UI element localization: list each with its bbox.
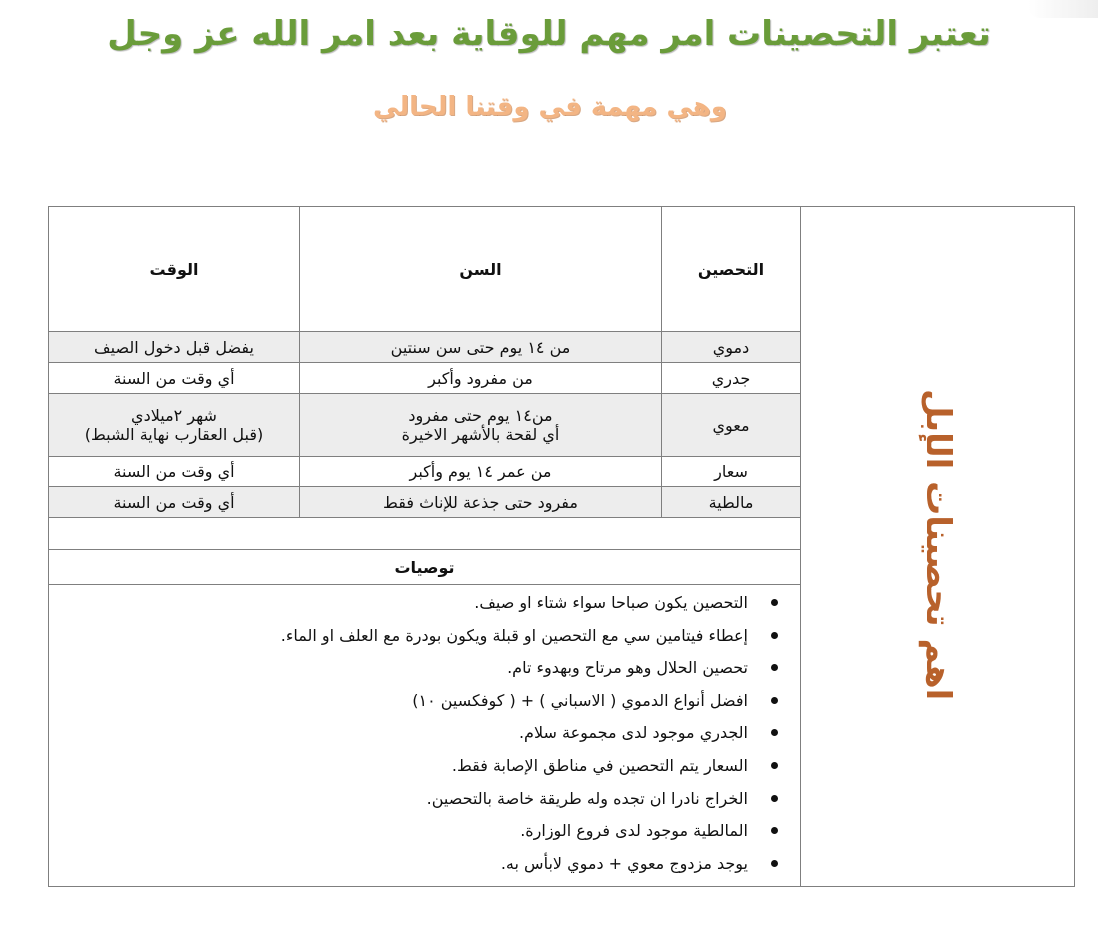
list-item-text: المالطية موجود لدى فروع الوزارة.: [520, 821, 748, 841]
vaccination-table: [48, 206, 1075, 887]
page-subtitle: وهي مهمة في وقتنا الحالي: [373, 92, 727, 122]
cell-time: يفضل قبل دخول الصيف: [49, 332, 300, 363]
bullet-icon: [771, 827, 778, 834]
column-header-age: السن: [300, 207, 662, 332]
bullet-icon: [771, 632, 778, 639]
list-item: [49, 691, 778, 724]
list-item-text: إعطاء فيتامين سي مع التحصين او قبلة ويكون بودرة مع العلف او الماء.: [280, 625, 748, 645]
cell-vaccine: جدري: [662, 363, 801, 394]
list-item: [49, 626, 778, 659]
recommendations-cell: [49, 585, 801, 887]
bullet-icon: [771, 664, 778, 671]
cell-time: أي وقت من السنة: [49, 363, 300, 394]
cell-time: [49, 394, 300, 457]
recommendations-list: [49, 585, 800, 886]
empty-cell: [49, 518, 801, 550]
list-item-text: تحصين الحلال وهو مرتاح وبهدوء تام.: [507, 658, 748, 678]
column-header-time: الوقت: [49, 207, 300, 332]
list-item: [49, 658, 778, 691]
bullet-icon: [771, 697, 778, 704]
cell-vaccine: دموي: [662, 332, 801, 363]
list-item-text: السعار يتم التحصين في مناطق الإصابة فقط.: [451, 755, 748, 775]
recommendations-title: توصيات: [49, 550, 801, 585]
list-item-text: التحصين يكون صباحا سواء شتاء او صيف.: [474, 593, 748, 612]
cell-vaccine: مالطية: [662, 487, 801, 518]
bullet-icon: [771, 729, 778, 736]
list-item-text: الخراج نادرا ان تجده وله طريقة خاصة بالتحصين.: [426, 788, 748, 808]
list-item-text: الجدري موجود لدى مجموعة سلام.: [518, 723, 748, 743]
list-item: [49, 854, 778, 887]
cell-age: مفرود حتى جذعة للإناث فقط: [300, 487, 662, 518]
bullet-icon: [771, 762, 778, 769]
cell-age: من عمر ١٤ يوم وأكبر: [300, 457, 662, 487]
bullet-icon: [771, 795, 778, 802]
cell-age-line2: أي لقحة بالأشهر الاخيرة: [401, 425, 560, 444]
side-label-cell: [801, 207, 1075, 887]
side-label: اهم تحصينات الإبل: [918, 389, 958, 701]
bullet-icon: [771, 599, 778, 606]
list-item: [49, 789, 778, 822]
bullet-icon: [771, 860, 778, 867]
list-item: [49, 821, 778, 854]
list-item-text: يوجد مزدوج معوي + دموي لابأس به.: [500, 853, 748, 873]
cell-age: من مفرود وأكبر: [300, 363, 662, 394]
cell-age: من ١٤ يوم حتى سن سنتين: [300, 332, 662, 363]
list-item-text: افضل أنواع الدموي ( الاسباني ) + ( كوفكسين ١٠): [412, 690, 748, 710]
list-item: [49, 593, 778, 626]
cell-age: [300, 394, 662, 457]
cell-time: أي وقت من السنة: [49, 487, 300, 518]
table-header-row: [49, 207, 1075, 332]
column-header-vaccine: التحصين: [662, 207, 801, 332]
cell-time-line1: شهر ٢ميلادي: [131, 406, 217, 425]
cell-vaccine: سعار: [662, 457, 801, 487]
page-title: تعتبر التحصينات امر مهم للوقاية بعد امر الله عز وجل: [107, 14, 991, 54]
list-item: [49, 723, 778, 756]
list-item: [49, 756, 778, 789]
cell-vaccine: معوي: [662, 394, 801, 457]
cell-time-line2: (قبل العقارب نهاية الشبط): [84, 425, 264, 444]
cell-age-line1: من١٤ يوم حتى مفرود: [408, 406, 553, 425]
cell-time: أي وقت من السنة: [49, 457, 300, 487]
